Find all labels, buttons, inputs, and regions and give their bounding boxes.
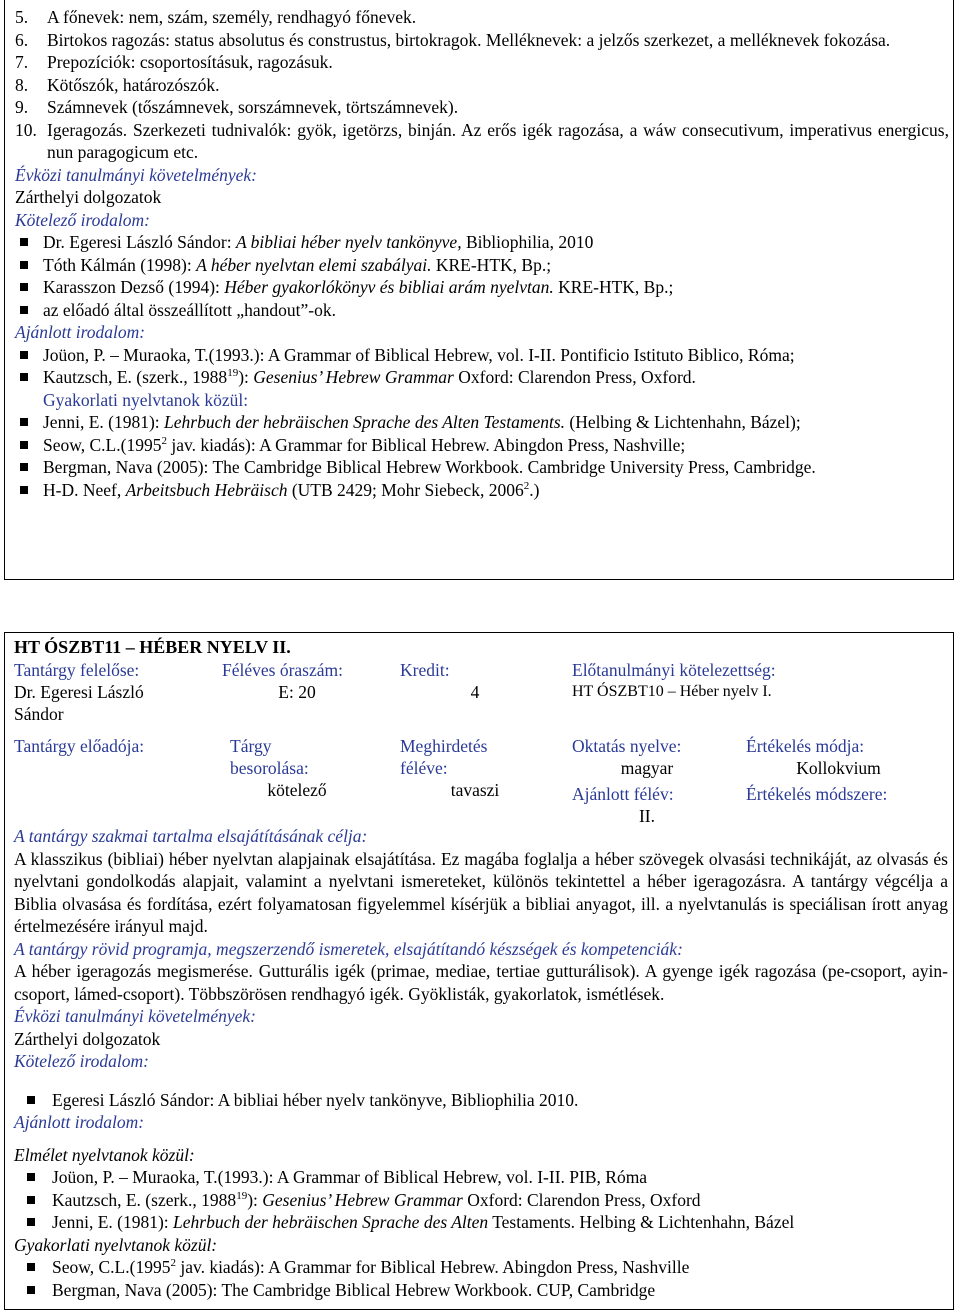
lecturer-label: Tantárgy előadója: bbox=[14, 736, 145, 756]
midterm-requirements-value: Zárthelyi dolgozatok bbox=[15, 187, 162, 207]
course-program-text: A héber igeragozás megismerése. Gutturális igék (primae, mediae, tertiae gutturálisok). A gyenge igék ragozása (pe-csoport, ayin-csoport, lámed-csoport). Többszörösen rendhagyó igék. Gyöklisták, gyakorlatok, ismétlések. bbox=[14, 961, 948, 1004]
assessment-value: Kollokvium bbox=[796, 758, 881, 778]
practical-grammars-list bbox=[15, 411, 949, 501]
theory-grammars-list bbox=[14, 1166, 948, 1234]
classification-label-line1: Tárgy bbox=[230, 736, 272, 756]
assessment-method-label: Értékelés módszere: bbox=[746, 784, 888, 804]
midterm-requirements-heading: Évközi tanulmányi követelmények: bbox=[14, 1006, 256, 1026]
list-item: Tóth Kálmán (1998): A héber nyelvtan elemi szabályai. KRE-HTK, Bp.; bbox=[15, 254, 949, 277]
topic-item: 10. Igeragozás. Szerkezeti tudnivalók: gyök, igetörzs, binján. Az erős igék ragozása, a wáw consecutivum, imperativus energicus, nun paragogicum etc. bbox=[15, 119, 949, 162]
midterm-requirements-value: Zárthelyi dolgozatok bbox=[14, 1028, 161, 1049]
responsible-value-line1: Dr. Egeresi László bbox=[14, 682, 144, 702]
recommended-literature-list bbox=[15, 344, 949, 389]
practical-grammars-list bbox=[14, 1256, 948, 1301]
list-item: Kautzsch, E. (szerk., 1988$^{19}$): Gesenius’ Hebrew Grammar Oxford: Clarendon Press, Oxford. bbox=[15, 366, 949, 389]
topic-item: 8. Kötőszók, határozószók. bbox=[15, 74, 220, 95]
list-item: Dr. Egeresi László Sándor: A bibliai héber nyelv tankönyve, Bibliophilia, 2010 bbox=[15, 231, 949, 254]
required-literature-heading: Kötelező irodalom: bbox=[14, 1051, 149, 1071]
responsible-label: Tantárgy felelőse: bbox=[14, 660, 140, 680]
language-label: Oktatás nyelve: bbox=[572, 736, 682, 756]
language-value: magyar bbox=[620, 758, 674, 778]
course-title: HT ÓSZBT11 – HÉBER NYELV II. bbox=[14, 637, 291, 657]
topic-item: 6. Birtokos ragozás: status absolutus és construstus, birtokragok. Melléknevek: a jelzős szerkezet, a melléknevek fokozása. bbox=[15, 29, 891, 50]
course-info-grid bbox=[14, 659, 948, 837]
list-item: Joüon, P. – Muraoka, T.(1993.): A Grammar of Biblical Hebrew, vol. I-II. PIB, Róma bbox=[14, 1166, 948, 1189]
list-item: az előadó által összeállított „handout”-ok. bbox=[15, 299, 949, 322]
recommended-semester-label: Ajánlott félév: bbox=[572, 784, 674, 804]
recommended-literature-heading: Ajánlott irodalom: bbox=[14, 1112, 145, 1132]
topic-list bbox=[15, 6, 949, 164]
list-item: Seow, C.L.(1995$^2$ jav. kiadás): A Grammar for Biblical Hebrew. Abingdon Press, Nashville bbox=[14, 1256, 948, 1279]
practical-grammars-heading: Gyakorlati nyelvtanok közül: bbox=[14, 1234, 218, 1255]
course-content bbox=[14, 633, 948, 1301]
hours-value: E: 20 bbox=[278, 682, 316, 702]
recommended-literature-heading: Ajánlott irodalom: bbox=[15, 322, 146, 342]
credit-value: 4 bbox=[470, 682, 480, 702]
required-literature-heading: Kötelező irodalom: bbox=[15, 209, 150, 230]
semester-label-line1: Meghirdetés bbox=[400, 736, 488, 756]
previous-course-content bbox=[15, 6, 949, 501]
classification-label-line2: besorolása: bbox=[230, 758, 309, 778]
list-item: H-D. Neef, Arbeitsbuch Hebräisch (UTB 2429; Mohr Siebeck, 2006$^2$.) bbox=[15, 479, 949, 502]
assessment-label: Értékelés módja: bbox=[746, 736, 865, 756]
list-item: Jenni, E. (1981): Lehrbuch der hebräischen Sprache des Alten Testaments. Helbing & Lichtenhahn, Bázel bbox=[14, 1211, 948, 1234]
prerequisite-label: Előtanulmányi kötelezettség: bbox=[572, 660, 776, 680]
list-item: Jenni, E. (1981): Lehrbuch der hebräischen Sprache des Alten Testaments. (Helbing & Lichtenhahn, Bázel); bbox=[15, 411, 949, 434]
course-goal-heading: A tantárgy szakmai tartalma elsajátításának célja: bbox=[14, 826, 368, 846]
list-item: Kautzsch, E. (szerk., 1988$^{19}$): Gesenius’ Hebrew Grammar Oxford: Clarendon Press, Oxford bbox=[14, 1189, 948, 1212]
course-box-previous bbox=[4, 0, 954, 580]
semester-label-line2: féléve: bbox=[400, 758, 448, 778]
course-program-heading: A tantárgy rövid programja, megszerzendő ismeretek, elsajátítandó készségek és kompetenciák: bbox=[14, 938, 683, 959]
hours-label: Féléves óraszám: bbox=[222, 660, 343, 680]
responsible-value-line2: Sándor bbox=[14, 704, 64, 724]
required-literature-list bbox=[14, 1089, 948, 1112]
topic-item: 7. Prepozíciók: csoportosításuk, ragozásuk. bbox=[15, 52, 333, 72]
list-item: Karasszon Dezső (1994): Héber gyakorlókönyv és bibliai arám nyelvtan. KRE-HTK, Bp.; bbox=[15, 276, 949, 299]
list-item: Bergman, Nava (2005): The Cambridge Biblical Hebrew Workbook. CUP, Cambridge bbox=[14, 1279, 948, 1302]
midterm-requirements-heading: Évközi tanulmányi követelmények: bbox=[15, 164, 257, 185]
course-box-heber-nyelv-2 bbox=[4, 632, 954, 1310]
required-literature-list bbox=[15, 231, 949, 321]
list-item: Egeresi László Sándor: A bibliai héber nyelv tankönyve, Bibliophilia 2010. bbox=[14, 1089, 948, 1112]
list-item: Joüon, P. – Muraoka, T.(1993.): A Grammar of Biblical Hebrew, vol. I-II. Pontificio Istituto Biblico, Róma; bbox=[15, 344, 949, 367]
list-item: Seow, C.L.(1995$^2$ jav. kiadás): A Grammar for Biblical Hebrew. Abingdon Press, Nashville; bbox=[15, 434, 949, 457]
list-item: Bergman, Nava (2005): The Cambridge Biblical Hebrew Workbook. Cambridge University Press, Cambridge. bbox=[15, 456, 949, 479]
prerequisite-value: HT ÓSZBT10 – Héber nyelv I. bbox=[572, 683, 772, 700]
classification-value: kötelező bbox=[267, 780, 327, 800]
recommended-semester-value: II. bbox=[638, 806, 656, 826]
semester-value: tavaszi bbox=[450, 780, 500, 800]
course-goal-text: A klasszikus (bibliai) héber nyelvtan alapjainak elsajátítása. Ez magába foglalja a héber szövegek olvasási technikáját, az olvasás és nyelvtani gondolkodás alapjait, valamint a nyelvtani ismereteket, különös tekintettel a héber igeragozásra. A tantárgy végcélja a Biblia olvasása és fordítása, ezért folyamatosan figyelemmel kísérjük a bibliai anyagot, ill. a nyelvtanulás is speciálisan írott anyag értelmezésére irányul majd. bbox=[14, 848, 948, 936]
topic-item: 5. A főnevek: nem, szám, személy, rendhagyó főnevek. bbox=[15, 7, 417, 27]
practical-grammars-heading: Gyakorlati nyelvtanok közül: bbox=[43, 389, 249, 410]
topic-item: 9. Számnevek (tőszámnevek, sorszámnevek, törtszámnevek). bbox=[15, 97, 459, 117]
credit-label: Kredit: bbox=[400, 660, 450, 680]
theory-grammars-heading: Elmélet nyelvtanok közül: bbox=[14, 1144, 195, 1165]
